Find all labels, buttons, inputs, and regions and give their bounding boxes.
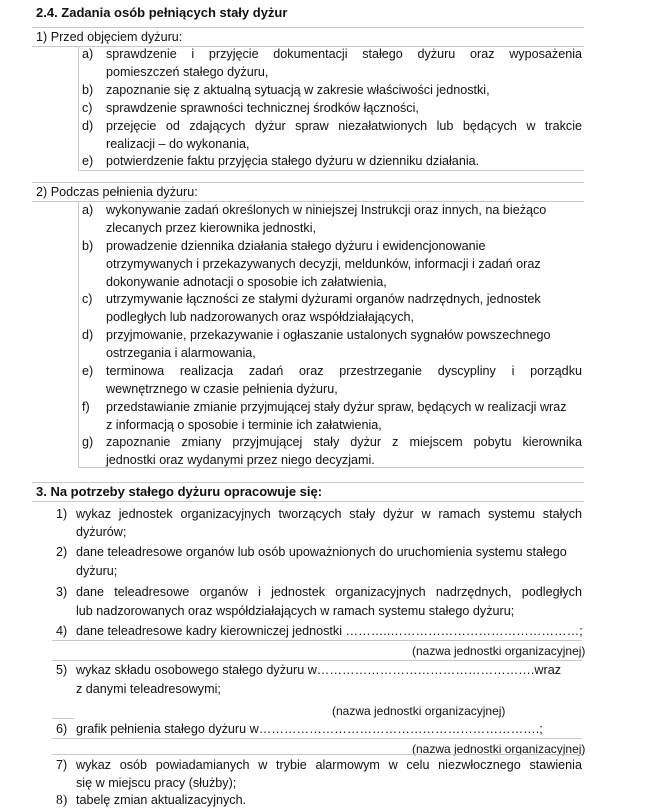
list-item-text: lub nadzorowanych oraz współdziałających w ramach systemu stałego dyżuru; [76,604,515,618]
field-caption: (nazwa jednostki organizacyjnej) [332,704,506,718]
list-item-text: sprawdzenie sprawności technicznej środków łączności, [106,101,419,115]
list-item-text: potwierdzenie faktu przyjęcia stałego dyżuru w dzienniku działania. [106,154,480,168]
list-item-number: 1) [56,507,68,521]
divider [78,46,79,170]
list-item-text: przedstawianie zmianie przyjmującej stały dyżur spraw, będących w realizacji wraz [106,400,567,414]
list-item-text: pomieszczeń stałego dyżuru, [106,65,269,79]
field-caption: (nazwa jednostki organizacyjnej) [412,742,586,756]
list-item-text: dane teleadresowe kadry kierowniczej jednostki ………..………………………………………; [76,624,583,638]
list-item-letter: b) [82,83,94,97]
divider [78,467,584,468]
list-item-letter: e) [82,154,94,168]
list-item-text: ostrzegania i alarmowania, [106,346,256,360]
divider [32,501,584,502]
list-item-text: dyżuru; [76,564,118,578]
list-item-text: dane teleadresowe organów i jednostek organizacyjnych nadrzędnych, podległych [76,585,582,599]
divider [52,754,582,755]
divider [78,201,79,467]
divider [52,640,582,641]
list-item-letter: b) [82,239,94,253]
list-item-text: prowadzenie dziennika działania stałego dyżuru i ewidencjonowanie [106,239,486,253]
list-item-text: z danymi teleadresowymi; [76,682,221,696]
list-item-text: wykaz jednostek organizacyjnych tworzących stały dyżur w ramach systemu stałych [76,507,582,521]
list-item-text: zapoznanie zmiany przyjmującej stały dyżur z miejscem pobytu kierownika [106,435,582,449]
list-item-text: otrzymywanych i przekazywanych decyzji, meldunków, informacji i zadań oraz [106,257,541,271]
list-item-text: sprawdzenie i przyjęcie dokumentacji stałego dyżuru oraz wyposażenia [106,47,582,61]
list-item-text: terminowa realizacja zadań oraz przestrzeganie dyscypliny i porządku [106,364,582,378]
during-duty-heading: 2) Podczas pełnienia dyżuru: [36,185,198,199]
list-item-text: z informacją o sposobie i terminie ich załatwienia, [106,418,382,432]
list-item-text: utrzymywanie łączności ze stałymi dyżurami organów nadrzędnych, jednostek [106,292,541,306]
list-item-letter: a) [82,47,94,61]
list-item-text: zlecanych przez kierownika jednostki, [106,221,316,235]
list-item-letter: c) [82,101,93,115]
list-item-text: grafik pełnienia stałego dyżuru w………………………………………………………….; [76,722,543,736]
section-3-title: 3. Na potrzeby stałego dyżuru opracowuje się: [36,484,323,499]
section-24-title: 2.4. Zadania osób pełniących stały dyżur [36,5,288,20]
list-item-letter: d) [82,328,94,342]
divider [52,718,74,719]
list-item-number: 7) [56,758,68,772]
list-item-text: dokonywanie adnotacji o sposobie ich załatwienia, [106,275,387,289]
list-item-text: dyżurów; [76,525,127,539]
list-item-letter: g) [82,435,94,449]
list-item-number: 5) [56,663,68,677]
list-item-number: 2) [56,545,68,559]
list-item-text: wykaz składu osobowego stałego dyżuru w…………………………………………….wraz [76,663,561,677]
list-item-number: 4) [56,624,68,638]
list-item-text: zapoznanie się z aktualną sytuacją w zakresie właściwości jednostki, [106,83,490,97]
list-item-text: realizacji – do wykonania, [106,137,250,151]
divider [52,738,582,739]
list-item-text: jednostki oraz wydanymi przez niego decyzjami. [106,453,375,467]
list-item-text: przyjmowanie, przekazywanie i ogłaszanie ustalonych sygnałów powszechnego [106,328,551,342]
field-caption: (nazwa jednostki organizacyjnej) [412,644,586,658]
list-item-text: wykonywanie zadań określonych w niniejszej Instrukcji oraz innych, na bieżąco [106,203,547,217]
list-item-number: 8) [56,792,68,807]
list-item-text: przejęcie od zdających dyżur spraw niezałatwionych lub będących w trakcie [106,119,582,133]
before-duty-heading: 1) Przed objęciem dyżuru: [36,30,183,44]
list-item-letter: a) [82,203,94,217]
list-item-text: wewnętrznego w czasie pełnienia dyżuru, [106,382,338,396]
list-item-text: podległych lub nadzorowanych oraz współdziałających, [106,310,415,324]
list-item-text: dane teleadresowe organów lub osób upoważnionych do uruchomienia systemu stałego [76,545,567,559]
list-item-text: wykaz osób powiadamianych w trybie alarmowym w celu niezwłocznego stawienia [76,758,582,772]
list-item-text: tabelę zmian aktualizacyjnych. [76,793,247,807]
list-item-letter: f) [82,400,90,414]
list-item-letter: d) [82,119,94,133]
list-item-number: 6) [56,722,68,736]
list-item-number: 3) [56,585,68,599]
divider [78,170,584,171]
list-item-text: się w miejscu pracy (służby); [76,776,237,790]
list-item-letter: c) [82,292,93,306]
list-item-letter: e) [82,364,94,378]
